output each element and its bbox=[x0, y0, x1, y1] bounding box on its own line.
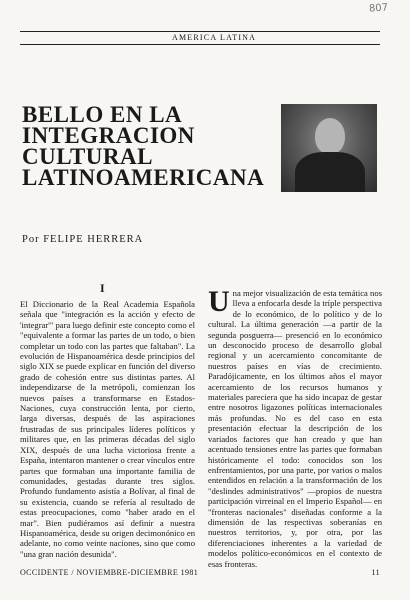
drop-cap: U bbox=[208, 285, 230, 318]
photo-head-shape bbox=[315, 118, 345, 154]
title-line: INTEGRACION bbox=[22, 123, 195, 148]
title-line: LATINOAMERICANA bbox=[22, 165, 265, 190]
title-line: CULTURAL bbox=[22, 144, 153, 169]
section-number: I bbox=[100, 281, 105, 295]
left-column-text: El Diccionario de la Real Academia Española señala que "integración es la acción y efecto de 'integrar'" para luego definir este concepto como el "equivalente a formar las partes de un todo, o bien completar un todo con las partes que faltaban". La evolución de Hispanoamérica desde principios del siglo XIX se puede explicar en función del diverso grado de cohesión entre sus distintas partes. Al independizarse de la metrópoli, comienzan los nuevos países a transformarse en Estados-Naciones, cuya construcción lenta, por cierto, larga diversas, después de las aspiraciones frustradas de sus principales líderes políticos y militares que, en las primeras décadas del siglo XIX, después de una lucha victoriosa frente a España, intentaron mantener o crear vínculos entre partes que formaban una importante familia de comunidades, gestadas durante tres siglos. Profundo fundamento asistía a Bolívar, al final de su existencia, cuando se refería al resultado de estas preocupaciones, como "haber arado en el mar". Bien pudiéramos así definir a nuestra Hispanoamérica, desde su origen decimonónico en adelante, no como veinte naciones, sino que como "una gran nación desunida". bbox=[20, 299, 195, 559]
section-header-rule bbox=[20, 31, 380, 45]
page-number: 11 bbox=[371, 568, 380, 577]
right-column bbox=[208, 285, 382, 569]
handwritten-mark: 807 bbox=[368, 2, 389, 15]
publication-info: OCCIDENTE / NOVIEMBRE-DICIEMBRE 1981 bbox=[20, 568, 199, 577]
right-column-text: na mejor visualización de esta temática nos lleva a enfocarla desde la tríple perspectiva de lo económico, de lo político y de lo cultural. La última generación —a partir de la segunda posguerra— presenció en lo económico un desconocido proceso de desarrollo global regional y un acercamiento concomitante de nuestros países en vías de crecimiento. Paradójicamente, en los últimos años el mayor acercamiento de los recursos humanos y materiales pareciera que ha sido incapaz de gestar entre nosotros ligazones políticas internacionales más profundas. No es del caso en esta presentación efectuar la descripción de los variados factores que han creado y que han acentuado tensiones entre las partes que formaban históricamente el todo: conocidos son los enfrentamientos, por una parte, por varios o malos entendidos en relación a la transformación de los "deslindes administrativos" —propios de nuestra participación virreinal en el Imperio Español— en "fronteras nacionales" diseñadas conforme a la dimensión de las respectivas soberanías en nuestros territorios, y, por otra, por las diferenciaciones inherentes a la variedad de modelos político-económicos en el contexto de esas fronteras. bbox=[208, 288, 382, 569]
page-footer bbox=[20, 568, 380, 577]
title-line: BELLO EN LA bbox=[22, 102, 183, 127]
author-byline: Por FELIPE HERRERA bbox=[22, 234, 144, 245]
photo-body-shape bbox=[295, 152, 365, 192]
section-label: AMERICA LATINA bbox=[168, 32, 260, 44]
article-title bbox=[22, 104, 282, 188]
author-photo bbox=[281, 104, 377, 192]
